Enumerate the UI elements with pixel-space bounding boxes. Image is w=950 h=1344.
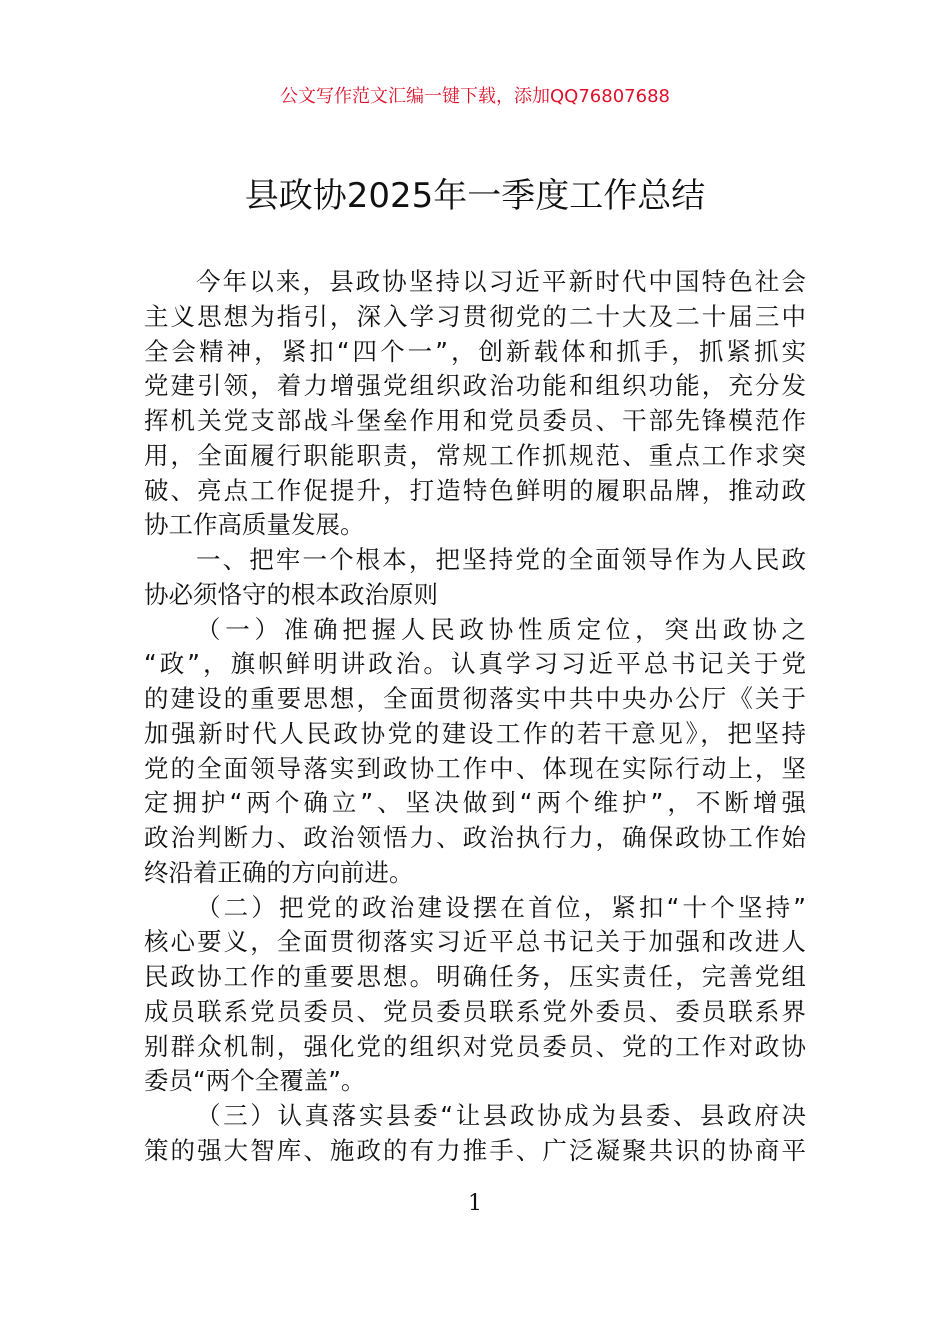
text-line: 协工作高质量发展。 — [144, 510, 365, 540]
text-line: 终沿着正确的方向前进。 — [144, 857, 414, 887]
text-line: 别群众机制，强化党的组织对党员委员、党的工作对政协 — [144, 1031, 806, 1061]
text-line: 今年以来，县政协坚持以习近平新时代中国特色社会 — [196, 267, 806, 296]
download-watermark-link[interactable]: 公文写作范文汇编一键下载，添加QQ76807688 — [280, 86, 670, 107]
text-line: 的建设的重要思想，全面贯彻落实中共中央办公厅《关于 — [144, 684, 806, 713]
text-line: 策的强大智库、施政的有力推手、广泛凝聚共识的协商平 — [144, 1135, 806, 1165]
text-line: 核心要义，全面贯彻落实习近平总书记关于加强和改进人 — [144, 927, 806, 957]
text-line: （二）把党的政治建设摆在首位，紧扣“十个坚持” — [196, 892, 806, 922]
text-line: 一、把牢一个根本，把坚持党的全面领导作为人民政 — [196, 545, 806, 574]
text-line: 政治判断力、政治领悟力、政治执行力，确保政协工作始 — [144, 823, 806, 852]
text-line: 协必须恪守的根本政治原则 — [144, 579, 438, 609]
text-line: 破、亮点工作促提升，打造特色鲜明的履职品牌，推动政 — [144, 475, 806, 505]
page-number: 1 — [468, 1191, 482, 1216]
text-line: “政”，旗帜鲜明讲政治。认真学习习近平总书记关于党 — [144, 649, 806, 679]
text-line: 用，全面履行职能职责，常规工作抓规范、重点工作求突 — [144, 440, 806, 470]
text-line: 委员“两个全覆盖”。 — [144, 1066, 366, 1096]
text-line: 加强新时代人民政协党的建设工作的若干意见》，把坚持 — [144, 718, 806, 748]
text-line: 党建引领，着力增强党组织政治功能和组织功能，充分发 — [144, 371, 806, 401]
text-line: 成员联系党员委员、党员委员联系党外委员、委员联系界 — [144, 996, 806, 1026]
text-line: （三）认真落实县委“让县政协成为县委、县政府决 — [196, 1101, 806, 1130]
text-line: 全会精神，紧扣“四个一”，创新载体和抓手，抓紧抓实 — [144, 336, 806, 366]
document-body — [144, 265, 806, 1169]
text-line: 挥机关党支部战斗堡垒作用和党员委员、干部先锋模范作 — [144, 406, 806, 435]
text-line: 民政协工作的重要思想。明确任务，压实责任，完善党组 — [144, 962, 806, 991]
document-title: 县政协2025年一季度工作总结 — [244, 176, 706, 216]
text-line: 主义思想为指引，深入学习贯彻党的二十大及二十届三中 — [144, 301, 806, 331]
text-line: 党的全面领导落实到政协工作中、体现在实际行动上，坚 — [144, 753, 806, 783]
text-line: 定拥护“两个确立”、坚决做到“两个维护”，不断增强 — [144, 788, 806, 818]
text-line: （一）准确把握人民政协性质定位，突出政协之 — [196, 614, 806, 644]
